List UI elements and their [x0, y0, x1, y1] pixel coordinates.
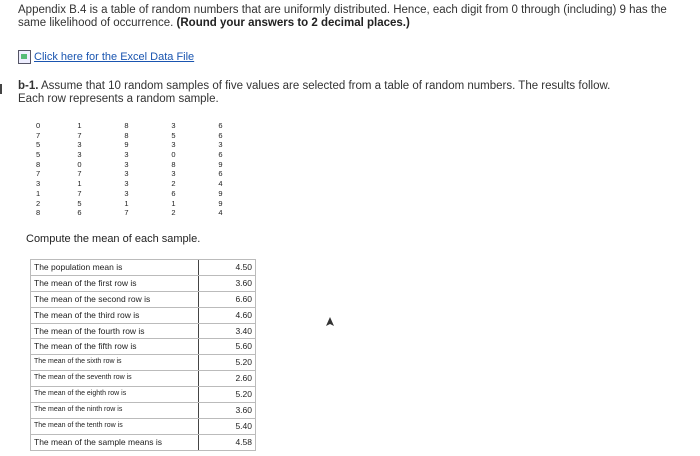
sample-value: 9	[218, 159, 223, 169]
sample-value: 8	[36, 159, 41, 169]
sample-value: 7	[36, 169, 41, 179]
sample-value: 6	[218, 121, 223, 130]
answer-input[interactable]: 4.60	[198, 308, 256, 323]
answer-label: The mean of the tenth row is	[30, 419, 198, 434]
answer-input[interactable]: 4.58	[198, 435, 256, 450]
sample-value: 0	[171, 150, 176, 160]
sample-row	[36, 199, 244, 209]
question-marker	[0, 84, 2, 94]
answer-row	[30, 370, 256, 386]
answer-row	[30, 402, 256, 418]
answer-input[interactable]: 3.60	[198, 403, 256, 418]
sample-value: 3	[124, 188, 129, 198]
mouse-cursor-icon	[325, 317, 335, 327]
sample-value: 7	[77, 188, 82, 198]
sample-value: 8	[171, 159, 176, 169]
answer-input[interactable]: 6.60	[198, 292, 256, 307]
sample-value: 9	[218, 198, 223, 208]
sample-value: 7	[124, 208, 129, 218]
answer-row	[30, 307, 256, 323]
answer-label: The mean of the ninth row is	[30, 403, 198, 418]
sample-value: 2	[171, 179, 176, 189]
sample-value: 1	[36, 188, 41, 198]
sample-value: 9	[124, 140, 129, 150]
answer-row	[30, 338, 256, 354]
answer-label: The mean of the third row is	[30, 308, 198, 323]
sample-value: 6	[218, 150, 223, 160]
answer-input[interactable]: 3.60	[198, 276, 256, 291]
sample-row	[36, 140, 244, 150]
excel-data-link[interactable]	[18, 50, 194, 64]
sample-value: 3	[124, 159, 129, 169]
answer-input[interactable]: 5.40	[198, 419, 256, 434]
sample-row	[36, 169, 244, 179]
question-text: Assume that 10 random samples of five values are selected from a table of random numbers. The results follow. Each row represents a random sample.	[18, 80, 611, 105]
answer-label: The mean of the fifth row is	[30, 339, 198, 354]
sample-value: 6	[77, 208, 82, 218]
answer-row	[30, 434, 256, 451]
answer-input[interactable]: 5.20	[198, 387, 256, 402]
sample-value: 3	[36, 179, 41, 189]
intro-rounding-note: (Round your answers to 2 decimal places.)	[176, 17, 410, 29]
sample-value: 5	[36, 140, 41, 150]
sample-value: 8	[124, 121, 129, 130]
answer-input[interactable]: 4.50	[198, 260, 256, 275]
sample-value: 0	[36, 121, 41, 130]
answer-row	[30, 259, 256, 275]
answer-label: The mean of the seventh row is	[30, 371, 198, 386]
excel-file-icon	[18, 50, 31, 64]
intro-text	[18, 4, 668, 30]
answer-label: The mean of the sixth row is	[30, 355, 198, 370]
sample-row	[36, 189, 244, 199]
answer-row	[30, 418, 256, 434]
answer-row	[30, 354, 256, 370]
question-prefix: b-1.	[18, 80, 39, 92]
answer-label: The mean of the eighth row is	[30, 387, 198, 402]
sample-row	[36, 160, 244, 170]
sample-value: 3	[77, 150, 82, 160]
sample-value: 0	[77, 159, 82, 169]
sample-value: 3	[171, 169, 176, 179]
answer-label: The mean of the first row is	[30, 276, 198, 291]
random-samples-table	[36, 121, 244, 218]
sample-value: 8	[36, 208, 41, 218]
answer-label: The mean of the sample means is	[30, 435, 198, 450]
answer-row	[30, 386, 256, 402]
sample-value: 6	[218, 169, 223, 179]
question-b1	[18, 80, 618, 106]
answer-row	[30, 323, 256, 339]
answers-table	[30, 259, 256, 451]
sample-row	[36, 150, 244, 160]
sample-value: 9	[218, 188, 223, 198]
sample-value: 3	[124, 179, 129, 189]
answer-input[interactable]: 5.60	[198, 339, 256, 354]
compute-instruction: Compute the mean of each sample.	[26, 233, 201, 245]
sample-value: 3	[124, 150, 129, 160]
excel-link-label: Click here for the Excel Data File	[34, 51, 195, 63]
sample-value: 8	[124, 130, 129, 140]
sample-value: 5	[77, 198, 82, 208]
sample-value: 1	[77, 179, 82, 189]
intro-body: Appendix B.4 is a table of random numbers that are uniformly distributed. Hence, each digit from 0 through (including) 9 has the same likelihood of occurrence.	[18, 4, 667, 29]
sample-value: 4	[218, 208, 223, 218]
answer-input[interactable]: 3.40	[198, 324, 256, 339]
sample-value: 7	[77, 169, 82, 179]
sample-value: 3	[171, 121, 176, 130]
sample-row	[36, 131, 244, 141]
sample-value: 7	[36, 130, 41, 140]
sample-value: 3	[171, 140, 176, 150]
answer-input[interactable]: 5.20	[198, 355, 256, 370]
sample-value: 5	[171, 130, 176, 140]
sample-value: 2	[171, 208, 176, 218]
sample-value: 6	[171, 188, 176, 198]
sample-row	[36, 208, 244, 218]
sample-value: 1	[77, 121, 82, 130]
sample-value: 3	[218, 140, 223, 150]
sample-value: 3	[124, 169, 129, 179]
sample-value: 6	[218, 130, 223, 140]
answer-label: The population mean is	[30, 260, 198, 275]
sample-value: 4	[218, 179, 223, 189]
sample-value: 7	[77, 130, 82, 140]
sample-row	[36, 179, 244, 189]
answer-input[interactable]: 2.60	[198, 371, 256, 386]
sample-value: 3	[77, 140, 82, 150]
sample-row	[36, 121, 244, 131]
sample-value: 1	[124, 198, 129, 208]
answer-row	[30, 291, 256, 307]
answer-label: The mean of the second row is	[30, 292, 198, 307]
sample-value: 2	[36, 198, 41, 208]
answer-label: The mean of the fourth row is	[30, 324, 198, 339]
sample-value: 1	[171, 198, 176, 208]
sample-value: 5	[36, 150, 41, 160]
answer-row	[30, 275, 256, 291]
